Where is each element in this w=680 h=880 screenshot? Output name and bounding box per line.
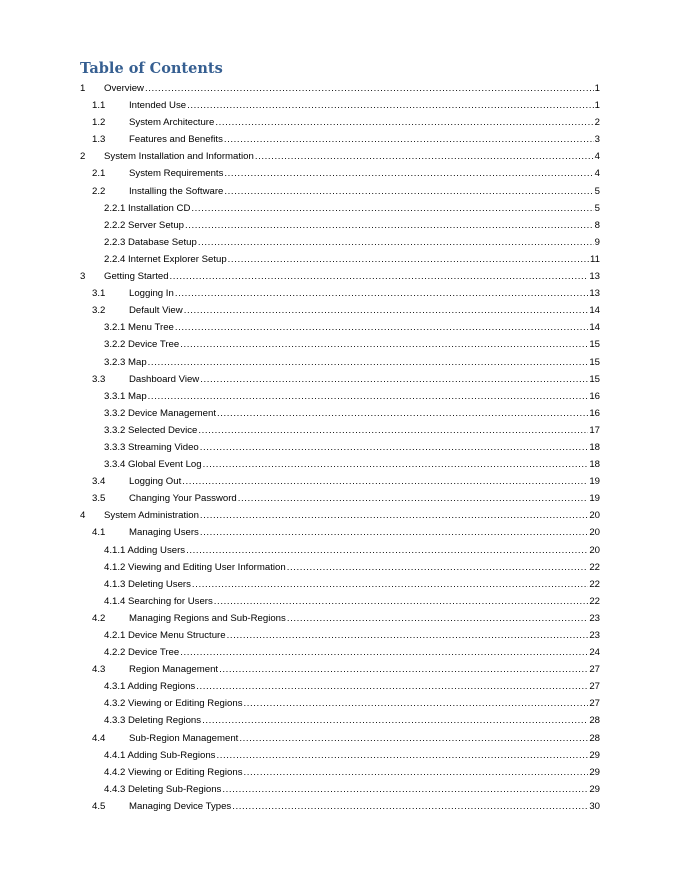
toc-entry[interactable]	[80, 473, 600, 490]
toc-entry-label: 2.2.2 Server Setup	[104, 219, 184, 231]
toc-entry[interactable]	[80, 234, 600, 251]
toc-entry[interactable]	[80, 627, 600, 644]
toc-entry-label: 4.4.1 Adding Sub-Regions	[104, 749, 216, 761]
toc-entry-label: 3.2.1 Menu Tree	[104, 322, 174, 334]
toc-entry-number: 4.5	[92, 800, 106, 812]
toc-leader-dots	[215, 114, 593, 131]
toc-entry-page: 23	[589, 630, 600, 641]
toc-entry-label: 4.3.2 Viewing or Editing Regions	[104, 698, 243, 710]
toc-entry-page: 18	[589, 459, 600, 471]
toc-entry-number: 1	[80, 83, 86, 94]
toc-entry-label: 4.3.3 Deleting Regions	[104, 715, 202, 727]
toc-leader-dots	[182, 473, 588, 490]
toc-entry-label: Overview	[104, 83, 144, 94]
toc-leader-dots	[198, 234, 594, 251]
toc-leader-dots	[224, 165, 593, 182]
toc-entry-number: 1.3	[92, 134, 106, 146]
toc-entry-page: 8	[594, 219, 600, 231]
toc-leader-dots	[200, 439, 589, 456]
toc-entry-page: 5	[594, 202, 600, 214]
toc-entry-label: 2.2.4 Internet Explorer Setup	[104, 253, 227, 265]
toc-leader-dots	[216, 747, 588, 764]
toc-entry-page: 20	[589, 510, 600, 522]
toc-leader-dots	[184, 302, 589, 319]
toc-entry-page: 16	[589, 407, 600, 419]
toc-leader-dots	[191, 200, 593, 217]
toc-entry[interactable]	[80, 781, 600, 798]
toc-leader-dots	[228, 251, 589, 268]
toc-leader-dots	[192, 576, 588, 593]
toc-entry-label: 3.3.1 Map	[104, 390, 147, 402]
toc-entry-label: 4.4.3 Deleting Sub-Regions	[104, 783, 222, 795]
toc-entry-label: 2.2.3 Database Setup	[104, 236, 197, 248]
toc-entry-label: System Installation and Information	[104, 151, 254, 163]
toc-entry-label: 4.1.4 Searching for Users	[104, 595, 213, 607]
toc-entry-number: 1.1	[92, 100, 106, 112]
toc-entry-label: 3.3.4 Global Event Log	[104, 459, 202, 471]
toc-entry[interactable]	[80, 268, 600, 285]
toc-entry-number: 3.4	[92, 476, 106, 488]
toc-entry[interactable]	[80, 610, 600, 627]
toc-entry-number: 3.3	[92, 373, 106, 385]
toc-entry-page: 11	[590, 253, 600, 265]
toc-entry[interactable]	[80, 285, 600, 302]
toc-leader-dots	[214, 593, 589, 610]
toc-leader-dots	[219, 661, 588, 678]
toc-entry-label: Managing Regions and Sub-Regions	[129, 612, 286, 624]
toc-leader-dots	[239, 730, 588, 747]
toc-entry-label: Sub-Region Management	[129, 732, 239, 744]
toc-entry-page: 19	[589, 476, 600, 488]
toc-entry-label: System Administration	[104, 510, 199, 522]
toc-entry[interactable]	[80, 319, 600, 336]
toc-entry[interactable]	[80, 678, 600, 695]
toc-entry[interactable]	[80, 730, 600, 747]
toc-entry-page: 27	[589, 681, 600, 693]
toc-entry[interactable]	[80, 422, 600, 439]
toc-entry[interactable]	[80, 131, 600, 148]
toc-entry-number: 2.2	[92, 185, 106, 197]
toc-entry-page: 1	[594, 83, 600, 94]
toc-entry-page: 2	[594, 117, 600, 129]
toc-entry-page: 14	[589, 305, 600, 317]
toc-title: Table of Contents	[80, 60, 223, 77]
toc-entry[interactable]	[80, 524, 600, 541]
toc-entry-label: 3.3.3 Streaming Video	[104, 441, 199, 453]
toc-entry-page: 23	[589, 612, 600, 624]
toc-entry-page: 22	[589, 595, 600, 607]
toc-entry[interactable]	[80, 251, 600, 268]
toc-entry-label: Changing Your Password	[129, 493, 237, 505]
toc-entry-page: 28	[589, 715, 600, 727]
toc-entry-label: Logging In	[129, 288, 174, 300]
toc-entry-label: 3.2.3 Map	[104, 356, 147, 368]
toc-entry-label: Intended Use	[129, 100, 187, 112]
toc-entry-page: 16	[589, 390, 600, 402]
toc-leader-dots	[202, 712, 588, 729]
toc-entry-label: Managing Users	[129, 527, 199, 539]
toc-entry-label: Default View	[129, 305, 183, 317]
toc-entry-label: 4.2.2 Device Tree	[104, 647, 180, 659]
toc-entry[interactable]	[80, 371, 600, 388]
toc-entry-number: 4.1	[92, 527, 106, 539]
toc-entry[interactable]	[80, 593, 600, 610]
toc-entry-page: 29	[589, 783, 600, 795]
toc-entry-page: 13	[589, 288, 600, 300]
toc-entry[interactable]	[80, 217, 600, 234]
toc-entry-page: 9	[594, 236, 600, 248]
toc-entry[interactable]	[80, 302, 600, 319]
toc-entry[interactable]	[80, 661, 600, 678]
toc-entry-page: 24	[589, 647, 600, 659]
toc-entry[interactable]	[80, 114, 600, 131]
toc-leader-dots	[287, 610, 589, 627]
toc-entry-number: 3	[80, 271, 86, 283]
toc-entry-label: Logging Out	[129, 476, 182, 488]
toc-entry[interactable]	[80, 183, 600, 200]
toc-entry[interactable]	[80, 405, 600, 422]
toc-leader-dots	[180, 644, 588, 661]
toc-entry-number: 4.2	[92, 612, 106, 624]
toc-leader-dots	[224, 131, 594, 148]
toc-entry[interactable]	[80, 764, 600, 781]
toc-entry-label: Region Management	[129, 664, 219, 676]
toc-entry-number: 1.2	[92, 117, 106, 129]
toc-entry[interactable]	[80, 695, 600, 712]
toc-leader-dots	[255, 148, 594, 165]
toc-entry[interactable]	[80, 798, 600, 815]
toc-entry[interactable]	[80, 80, 600, 97]
toc-entry-label: 4.1.3 Deleting Users	[104, 578, 191, 590]
toc-entry[interactable]	[80, 490, 600, 507]
toc-entry-number: 2	[80, 151, 86, 163]
toc-leader-dots	[145, 80, 594, 97]
toc-entry-page: 22	[589, 561, 600, 573]
toc-leader-dots	[185, 217, 594, 234]
toc-leader-dots	[170, 268, 589, 285]
toc-entry-page: 14	[589, 322, 600, 334]
toc-entry-page: 22	[589, 578, 600, 590]
toc-entry[interactable]	[80, 388, 600, 405]
toc-leader-dots	[244, 695, 589, 712]
toc-entry-label: 4.4.2 Viewing or Editing Regions	[104, 766, 243, 778]
toc-entry-page: 4	[594, 168, 600, 180]
toc-entry[interactable]	[80, 439, 600, 456]
toc-entry-page: 1	[594, 100, 600, 112]
toc-leader-dots	[148, 388, 589, 405]
toc-entry-page: 18	[589, 441, 600, 453]
toc-leader-dots	[244, 764, 589, 781]
toc-leader-dots	[148, 354, 589, 371]
toc-entry-page: 27	[589, 664, 600, 676]
toc-entry-page: 29	[589, 766, 600, 778]
toc-entry-number: 2.1	[92, 168, 106, 180]
toc-leader-dots	[186, 542, 588, 559]
toc-entry[interactable]	[80, 747, 600, 764]
toc-entry-page: 20	[589, 527, 600, 539]
toc-entry-number: 3.5	[92, 493, 106, 505]
toc-entry[interactable]	[80, 644, 600, 661]
toc-entry[interactable]	[80, 559, 600, 576]
toc-entry-label: Getting Started	[104, 271, 169, 283]
toc-leader-dots	[175, 319, 588, 336]
toc-entry[interactable]	[80, 507, 600, 524]
toc-entry-label: Features and Benefits	[129, 134, 223, 146]
toc-entry-label: 3.3.2 Selected Device	[104, 424, 198, 436]
toc-entry-page: 28	[589, 732, 600, 744]
toc-entry-page: 29	[589, 749, 600, 761]
toc-entry-page: 17	[589, 424, 600, 436]
toc-leader-dots	[203, 456, 589, 473]
toc-entry-page: 3	[594, 134, 600, 146]
toc-entry[interactable]	[80, 354, 600, 371]
toc-entry-number: 4.4	[92, 732, 106, 744]
toc-entry-label: 2.2.1 Installation CD	[104, 202, 191, 214]
toc-entry[interactable]	[80, 200, 600, 217]
toc-entry[interactable]	[80, 336, 600, 353]
toc-entry[interactable]	[80, 576, 600, 593]
toc-entry-label: Dashboard View	[129, 373, 200, 385]
toc-entry-number: 3.2	[92, 305, 106, 317]
toc-leader-dots	[180, 336, 588, 353]
toc-entry-number: 3.1	[92, 288, 106, 300]
toc-leader-dots	[200, 507, 588, 524]
toc-leader-dots	[200, 371, 588, 388]
toc-leader-dots	[232, 798, 588, 815]
toc-entry-page: 15	[589, 373, 600, 385]
toc-leader-dots	[217, 405, 588, 422]
toc-entry-label: 4.2.1 Device Menu Structure	[104, 630, 226, 641]
toc-entry-page: 5	[594, 185, 600, 197]
toc-leader-dots	[198, 422, 588, 439]
toc-entry-number: 4.3	[92, 664, 106, 676]
toc-entry-label: System Requirements	[129, 168, 224, 180]
toc-entry[interactable]	[80, 456, 600, 473]
toc-leader-dots	[287, 559, 589, 576]
toc-leader-dots	[175, 285, 589, 302]
toc-entry-page: 15	[589, 356, 600, 368]
toc-entry[interactable]	[80, 148, 600, 165]
toc-entry-label: Managing Device Types	[129, 800, 232, 812]
toc-leader-dots	[224, 183, 593, 200]
toc-entry-label: Installing the Software	[129, 185, 224, 197]
toc-entry[interactable]	[80, 165, 600, 182]
toc-entry-page: 15	[589, 339, 600, 351]
toc-entry-page: 27	[589, 698, 600, 710]
toc-entry[interactable]	[80, 97, 600, 114]
toc-entry-label: 3.2.2 Device Tree	[104, 339, 180, 351]
toc-entry-number: 4	[80, 510, 86, 522]
toc-leader-dots	[227, 627, 589, 644]
toc-entry-page: 13	[589, 271, 600, 283]
toc-leader-dots	[238, 490, 589, 507]
toc-entry-label: System Architecture	[129, 117, 215, 129]
toc-entry-page: 19	[589, 493, 600, 505]
toc-entry-label: 4.1.1 Adding Users	[104, 544, 186, 556]
toc-entry-label: 3.3.2 Device Management	[104, 407, 216, 419]
toc-leader-dots	[222, 781, 588, 798]
toc-leader-dots	[196, 678, 588, 695]
toc-entry-page: 20	[589, 544, 600, 556]
toc-entry[interactable]	[80, 542, 600, 559]
toc-entry-page: 4	[594, 151, 600, 163]
toc-list	[80, 80, 600, 815]
toc-leader-dots	[187, 97, 594, 114]
toc-entry[interactable]	[80, 712, 600, 729]
toc-entry-label: 4.3.1 Adding Regions	[104, 681, 196, 693]
toc-entry-page: 30	[589, 800, 600, 812]
toc-entry-label: 4.1.2 Viewing and Editing User Information	[104, 561, 286, 573]
toc-leader-dots	[200, 524, 588, 541]
